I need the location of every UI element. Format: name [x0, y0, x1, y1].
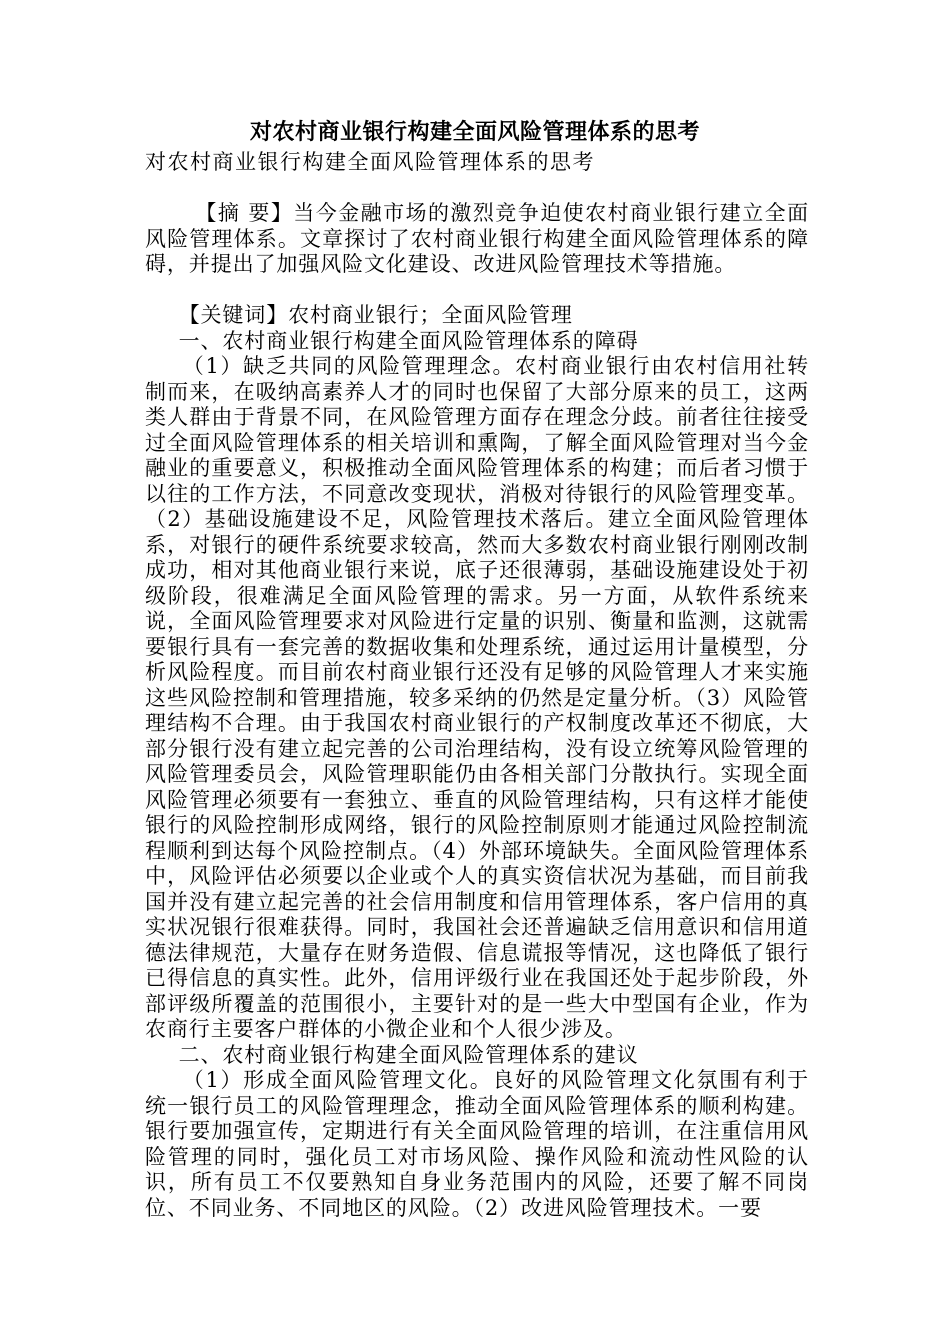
section-1-heading: 一、农村商业银行构建全面风险管理体系的障碍: [178, 328, 639, 353]
document-title: 对农村商业银行构建全面风险管理体系的思考: [249, 120, 700, 145]
blank-line: [145, 278, 809, 304]
section-2-paragraph: （1）形成全面风险管理文化。良好的风险管理文化氛围有利于统一银行员工的风险管理理念，推动全面风险管理体系的顺利构建。银行要加强宣传，定期进行有关全面风险管理的培训，在注重信用风险管理的同时，强化员工对市场风险、操作风险和流动性风险的认识，所有员工不仅要熟知自身业务范围内的风险，还要了解不同岗位、不同业务、不同地区的风险。（2）改进风险管理技术。一要: [145, 1068, 809, 1220]
document-subtitle: 对农村商业银行构建全面风险管理体系的思考: [145, 150, 595, 174]
keywords-line: 【关键词】农村商业银行；全面风险管理: [178, 303, 573, 327]
blank-line: [145, 176, 809, 202]
section-2-heading: 二、农村商业银行构建全面风险管理体系的建议: [178, 1042, 639, 1067]
section-1-paragraph: （1）缺乏共同的风险管理理念。农村商业银行由农村信用社转制而来，在吸纳高素养人才的同时也保留了大部分原来的员工，这两类人群由于背景不同，在风险管理方面存在理念分歧。前者往往接受过全面风险管理体系的相关培训和熏陶，了解全面风险管理对当今金融业的重要意义，积极推动全面风险管理体系的构建；而后者习惯于以往的工作方法，不同意改变现状，消极对待银行的风险管理变革。（2）基础设施建设不足，风险管理技术落后。建立全面风险管理体系，对银行的硬件系统要求较高，然而大多数农村商业银行刚刚改制成功，相对其他商业银行来说，底子还很薄弱，基础设施建设处于初级阶段，很难满足全面风险管理的需求。另一方面，从软件系统来说，全面风险管理要求对风险进行定量的识别、衡量和监测，这就需要银行具有一套完善的数据收集和处理系统，通过运用计量模型，分析风险程度。而目前农村商业银行还没有足够的风险管理人才来实施这些风险控制和管理措施，较多采纳的仍然是定量分析。（3）风险管理结构不合理。由于我国农村商业银行的产权制度改革还不彻底，大部分银行没有建立起完善的公司治理结构，没有设立统筹风险管理的风险管理委员会，风险管理职能仍由各相关部门分散执行。实现全面风险管理必须要有一套独立、垂直的风险管理结构，只有这样才能使银行的风险控制形成网络，银行的风险控制原则才能通过风险控制流程顺利到达每个风险控制点。（4）外部环境缺失。全面风险管理体系中，风险评估必须要以企业或个人的真实资信状况为基础，而目前我国并没有建立起完善的社会信用制度和信用管理体系，客户信用的真实状况银行很难获得。同时，我国社会还普遍缺乏信用意识和信用道德法律规范，大量存在财务造假、信息谎报等情况，这也降低了银行已得信息的真实性。此外，信用评级行业在我国还处于起步阶段，外部评级所覆盖的范围很小，主要针对的是一些大中型国有企业，作为农商行主要客户群体的小微企业和个人很少涉及。: [145, 354, 809, 1041]
document-body: [145, 150, 809, 1221]
abstract-paragraph: 【摘 要】当今金融市场的激烈竞争迫使农村商业银行建立全面风险管理体系。文章探讨了农村商业银行构建全面风险管理体系的障碍，并提出了加强风险文化建设、改进风险管理技术等措施。: [145, 201, 809, 276]
